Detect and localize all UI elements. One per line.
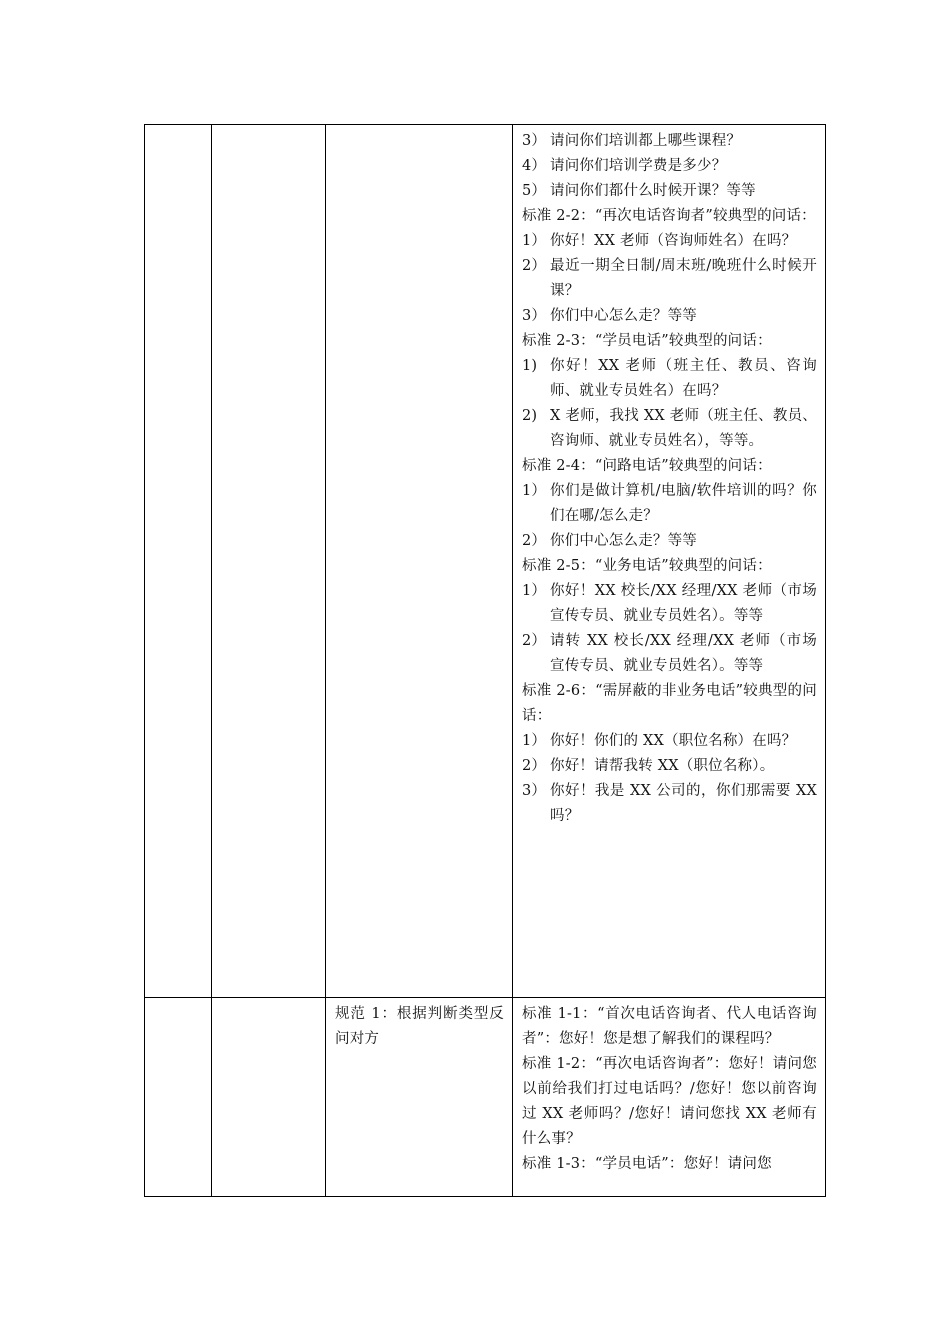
list-item-text: X 老师，我找 XX 老师（班主任、教员、咨询师、就业专员姓名），等等。 — [550, 408, 817, 449]
standard-heading: 标准 2-4：“问路电话”较典型的问话： — [522, 458, 772, 474]
list-item-number: 1） — [522, 483, 547, 499]
standards-list — [513, 998, 825, 1177]
table-cell-empty — [212, 998, 326, 1197]
standard-heading: 标准 1-1：“首次电话咨询者、代人电话咨询者”：您好！您是想了解我们的课程吗？ — [522, 1006, 817, 1047]
table-cell-empty — [212, 125, 326, 998]
standard-heading: 标准 2-6：“需屏蔽的非业务电话”较典型的问话： — [522, 683, 817, 724]
list-item-number: 2） — [522, 258, 547, 274]
list-item-text: 你好！XX 老师（咨询师姓名）在吗？ — [550, 233, 797, 249]
table-cell-standards — [513, 998, 826, 1197]
list-item — [522, 179, 817, 204]
list-item-text: 请问你们培训学费是多少？ — [550, 158, 727, 174]
list-item-number: 1） — [522, 583, 547, 599]
list-item-number: 5） — [522, 183, 547, 199]
list-item-text: 你好！请帮我转 XX（职位名称）。 — [550, 758, 775, 774]
list-item — [522, 754, 817, 779]
list-item — [522, 479, 817, 529]
table-row — [145, 125, 826, 998]
list-item-text: 你好！你们的 XX（职位名称）在吗？ — [550, 733, 797, 749]
list-item — [522, 229, 817, 254]
table-cell-empty — [145, 998, 212, 1197]
list-item-number: 2） — [522, 633, 547, 649]
table-cell-empty — [326, 125, 513, 998]
standard-heading: 标准 1-3：“学员电话”：您好！请问您 — [522, 1156, 772, 1172]
list-item-text: 你们中心怎么走？等等 — [550, 308, 697, 324]
standard-heading: 标准 2-2：“再次电话咨询者”较典型的问话： — [522, 208, 816, 224]
list-item — [522, 579, 817, 629]
table-cell-empty — [145, 125, 212, 998]
list-item — [522, 304, 817, 329]
list-item-number: 1） — [522, 733, 547, 749]
list-item-text: 你好！我是 XX 公司的，你们那需要 XX 吗？ — [550, 783, 817, 824]
standards-list — [513, 125, 825, 829]
list-item — [522, 254, 817, 304]
table-row — [145, 998, 826, 1197]
list-item-text: 请转 XX 校长/XX 经理/XX 老师（市场宣传专员、就业专员姓名）。等等 — [550, 633, 817, 674]
list-item-number: 2） — [522, 533, 547, 549]
table-cell-rule — [326, 998, 513, 1197]
list-item-number: 1) — [522, 358, 538, 374]
list-item-text: 你们是做计算机/电脑/软件培训的吗？你们在哪/怎么走？ — [550, 483, 817, 524]
list-item-number: 3） — [522, 783, 547, 799]
table-cell-standards — [513, 125, 826, 998]
list-item-text: 你们中心怎么走？等等 — [550, 533, 697, 549]
list-item — [522, 729, 817, 754]
list-item — [522, 779, 817, 829]
list-item — [522, 354, 817, 404]
list-item-number: 2） — [522, 758, 547, 774]
list-item-text: 最近一期全日制/周末班/晚班什么时候开课？ — [550, 258, 817, 299]
list-item — [522, 154, 817, 179]
list-item-number: 3） — [522, 308, 547, 324]
list-item-text: 你好！XX 校长/XX 经理/XX 老师（市场宣传专员、就业专员姓名）。等等 — [550, 583, 817, 624]
list-item-text: 请问你们培训都上哪些课程？ — [550, 133, 742, 149]
standard-heading: 标准 2-3：“学员电话”较典型的问话： — [522, 333, 772, 349]
list-item-number: 2) — [522, 408, 538, 424]
list-item-number: 4） — [522, 158, 547, 174]
rule-text: 规范 1：根据判断类型反问对方 — [335, 1006, 504, 1047]
list-item — [522, 129, 817, 154]
list-item-text: 你好！XX 老师（班主任、教员、咨询师、就业专员姓名）在吗？ — [550, 358, 817, 399]
list-item — [522, 629, 817, 679]
standard-heading: 标准 1-2：“再次电话咨询者”：您好！请问您以前给我们打过电话吗？/您好！您以前咨询过 XX 老师吗？/您好！请问您找 XX 老师有什么事？ — [522, 1056, 817, 1147]
standard-heading: 标准 2-5：“业务电话”较典型的问话： — [522, 558, 772, 574]
document-table — [144, 124, 826, 1197]
list-item-number: 3） — [522, 133, 547, 149]
list-item-text: 请问你们都什么时候开课？等等 — [550, 183, 756, 199]
list-item — [522, 529, 817, 554]
list-item — [522, 404, 817, 454]
list-item-number: 1） — [522, 233, 547, 249]
